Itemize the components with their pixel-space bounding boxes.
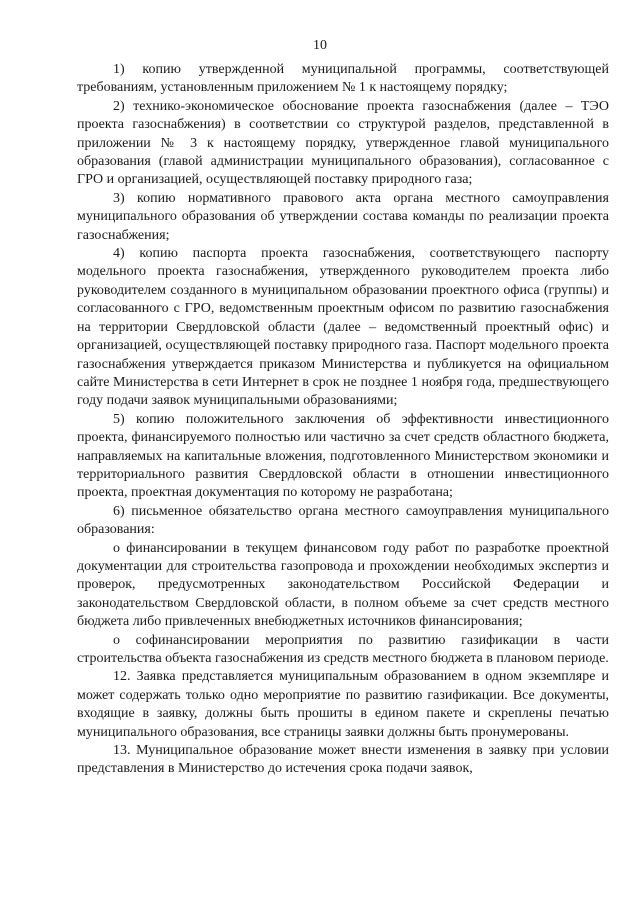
paragraph-clause-13: 13. Муниципальное образование может внести изменения в заявку при условии представления в Министерство до истечения срока подачи заявок, <box>77 743 609 777</box>
paragraph-item-3: 3) копию нормативного правового акта органа местного самоуправления муниципального образования об утверждении состава команды по реализации проекта газоснабжения; <box>77 190 609 243</box>
paragraph-item-6: 6) письменное обязательство органа местного самоуправления муниципального образования: <box>77 503 609 538</box>
paragraph-item-2: 2) технико-экономическое обоснование проекта газоснабжения (далее – ТЭО проекта газоснабжения) в соответствии со структурой разделов, представленной в приложении № 3 к настоящему порядку, утвержденное главой муниципального образования (главой администрации муниципального образования), согласованное с ГРО и организацией, осуществляющей поставку природного газа; <box>77 98 609 188</box>
page-number: 10 <box>313 38 327 53</box>
paragraph-obligation-cofinancing: о софинансировании мероприятия по развитию газификации в части строительства объекта газоснабжения из средств местного бюджета в плановом периоде. <box>77 632 609 666</box>
paragraph-clause-12: 12. Заявка представляется муниципальным образованием в одном экземпляре и может содержать только одно мероприятие по развитию газификации. Все документы, входящие в заявку, должны быть прошиты в едином пакете и скреплены печатью муниципального образования, все страницы заявки должны быть пронумерованы. <box>77 669 609 740</box>
paragraph-item-1: 1) копию утвержденной муниципальной программы, соответствующей требованиям, установленным приложением № 1 к настоящему порядку; <box>77 62 609 96</box>
paragraph-item-5: 5) копию положительного заключения об эффективности инвестиционного проекта, финансируемого полностью или частично за счет средств областного бюджета, направляемых на капитальные вложения, подготовленного Министерством экономики и территориального развития Свердловской области в отношении инвестиционного проекта, проектная документация по которому не разработана; <box>77 411 609 501</box>
paragraph-item-4: 4) копию паспорта проекта газоснабжения, соответствующего паспорту модельного проекта газоснабжения, утвержденного руководителем проекта либо руководителем созданного в муниципальном образовании проектного офиса (группы) и согласованного с ГРО, ведомственным проектным офисом по развитию газоснабжения на территории Свердловской области (далее – ведомственный проектный офис) и организацией, осуществляющей поставку природного газа. Паспорт модельного проекта газоснабжения утверждается приказом Министерства и публикуется на официальном сайте Министерства в сети Интернет в срок не позднее 1 ноября года, предшествующего году подачи заявок муниципальными образованиями; <box>77 246 609 409</box>
paragraph-obligation-financing: о финансировании в текущем финансовом году работ по разработке проектной документации для строительства газопровода и прохождении необходимых экспертиз и проверок, предусмотренных законодательством Российской Федерации и законодательством Свердловской области, в полном объеме за счет средств местного бюджета либо привлеченных внебюджетных источников финансирования; <box>77 540 609 630</box>
document-body <box>77 61 609 779</box>
